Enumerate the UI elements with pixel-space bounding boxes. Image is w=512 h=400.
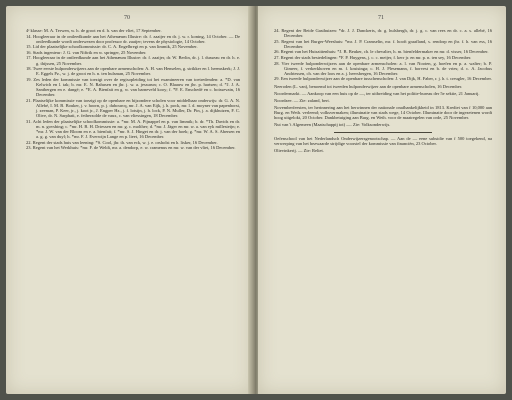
- index-entry: Olievinkerij. — Zie: Reliet.: [274, 147, 324, 153]
- entry: 24. Regent der Beide Gasthuizen: *dr. J. J. Danckerts, dr. g. hulsbergh, dr. j. g. c. van rees en dr. c. a. s. allebé, 16 December.: [274, 28, 492, 39]
- left-page: [6, 6, 252, 394]
- text-column: [26, 28, 240, 151]
- entry: 31. Acht leden der plaatselijke schoolkommissie: a. *mr. M. A. Pijnappel en p. van limmik; b. dr. *Th. Davids en dr. m. n. govsbing; c. *mr. H. B. H. Driessen en mr. g. c. molther; d. *mr. J. Jäger en mr. w. a. van eyk millesteijn; e. *mr. J. W. van der Bloom en e. a. bienfait; f. *mr. S. J. Hinget en dr. j. van der hoek; g. *mr. W. A. S. Abersen en a. g. g. van duyl; h. *mr. F. J. Everwijn Lange en p. lieet, 16 December.: [26, 118, 240, 140]
- entry: 14. Hoogleeraar in de ontleedkunde aan het Athenæum Illustre: dr. f. zaaijer en dr. j. w. r. koning, 14 October. — De ontleedkunde wordt onderwezen door professor dr. zaaijer; tevens de physiologie, 14 October.: [26, 33, 240, 44]
- entry: 28. Vier tweede hulponderwijzers aan de openbare armenscholen: a. l. van Nooten, g. hoefen en p. a. walter; b. P. Gimeer, f. verkerkhoven en m. f. kruisinga; c. H. J. Plesemann, f. borvest en b. de vries; d. c. A. Jacobus Andriessen, ch. van der loos en a. j. heersbergen, 16 December.: [274, 60, 492, 76]
- index-entry: Noordzee. — Zie: zaland, bert.: [274, 97, 330, 103]
- entry: 16. Stads ingenieur: J. G. van Niftrik en w. springer, 25 November.: [26, 49, 147, 55]
- index-entry: Noordermarkt. — Aankoop van een huis op de —, ter uitbreiding van het politie-bureau der 5e sektie, 21 Januarij.: [274, 90, 480, 96]
- right-page: [258, 6, 506, 394]
- index-entry: Oefenschool van het Nederlandsch Onderwijzersgenootschap. — Aan de — eene subsidie van f 500 toegekend, na verwerping van het bezwaarde strijdige voorstel der kommissie van financiën, 23 October.: [274, 135, 492, 146]
- index-entry: Neeroden (L. van), benoemd tot tweeden hulponderwijzer aan de openbare armenscholen, 16 December.: [274, 83, 463, 89]
- index-entry: Novemberfeesten, ter herinnering aan het herwinnen der nationale onafhankelijkheid in 1813. Krediet van f 10,000 aan Burg. en Weth. verleend; volksvermaken; illuminatie van stads wege, 14 October. Illuminatie door de ingezetenen wordt hoog uitgelokt, 20 October. Dankbetuiging aan Burg. en Weth. voor de maatregelen van orde, 25 November.: [274, 104, 492, 121]
- entry: 15. Lid der plaatselijke schoolkommissie: dr. C. A. Engelbregt en p. van limmik, 25 November.: [26, 44, 198, 50]
- entry: 23. Regent van het Werkhuis: *mr. F. de Weldt, mr. a. dendorp, e. w. cramenus en mr. w. van der vliet, 16 December.: [26, 145, 236, 151]
- entry: 22. Regent der stads huis van leening: *S. Cool, jhr. th. van eck, w. j. e. orsholst en h. lisker, 16 December.: [26, 139, 218, 145]
- entry: 29. Een tweede hulponderwijzer aan de openbare tusschenscholen: J. van Dijk, H. Faber, r. j. h. t. creugler, 16 December.: [274, 76, 492, 82]
- entry: 18. Twee eerste hulponderwijzers aan de openbare armenscholen: A. H. van Henselen, g. strikker en l. heemskerk; J. J. E. Eggels Pz., w. j. de groot en h. n. ten hulsman, 25 November.: [26, 66, 240, 77]
- entry: 26. Regent van het Huiszittenhuis: *J. B. Beuker, ch. le chevalier, h. m. bienfeldermaker en mr. d. visser, 16 December.: [274, 49, 489, 55]
- entry: 25. Regent van het Burger-Weeshuis: *mr. J. P. Cramselin, mr. f. hooft graafland, s. rendorp en jhr. f. h. van ess, 16 December.: [274, 38, 492, 49]
- entry: 4ᵉ klasse: M. A. Terwen, w. h. de groot en d. h. van der vliet, 17 September.: [26, 28, 162, 33]
- page-number: 71: [378, 15, 384, 21]
- entry: 21. Plaatselijke kommissie van toezigt op de openbare en bijzondere scholen voor middelbaar onderwijs: dr. G. A. N. Allebé, I. M. B. Bouker, j. v. hoorn, p. j. dubourcq, mr. J. A. van Eijk, j. h. pock, mr. l. d. moyner van papenhorst, j. zeeman, P. Keer, jr., j. koot jr., J. Engper Hz., j. f. lotsijn, j. h. lock, P. N. Muller, Dr. Pin, j. a. dijkhuizen, F. C. Olive, dr. N. Sarphati, e. fetherzolde de vaux, c. van vliessingen, 18 December.: [26, 97, 240, 119]
- index-entry: Nut van 't Algemeen (Maatschappij tot) —. Zie: Volksonderwijs.: [274, 122, 391, 128]
- entry: 27. Regent der stads bestedelingen: *F. P. Huygens, j. c. c. meijer, f. kerr jr. en mr. p. n. ten sey, 16 December.: [274, 54, 472, 60]
- text-column: [274, 28, 492, 154]
- entry: 19. Zes leden der kommissie van toezigt over de regtsopleiding tot het examineeren van toetredenden: a. *D. van Kelwich en l. tak; b. mr. E. N. Rahusen en jhr. j. w. a. jessurun; c. O. Blaauw en jhr. p. hartsen; d. *J. J. A. Santbergen en e. dangé; e. *E. A. Bienfait en g. w. van barneveld kooy; f. *F. E. Enschedé en c. boissevain, 16 December.: [26, 76, 240, 98]
- page-number: 70: [124, 15, 130, 21]
- section-divider: [334, 132, 432, 133]
- entry: 17. Hoogleeraar in de ontleedkunde aan het Athenæum Illustre: dr. f. zaaijer, dr. W. Berlin, dr. j. l. dusseau en dr. h. e. g. thijssen, 25 November.: [26, 55, 240, 66]
